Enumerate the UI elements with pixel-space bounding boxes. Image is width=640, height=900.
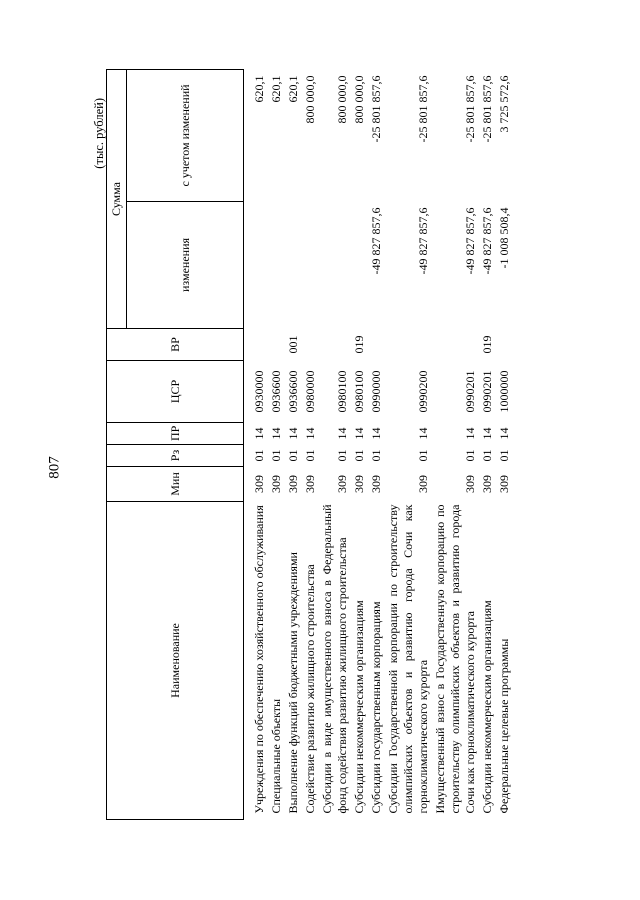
table-row: [302, 69, 319, 819]
row-min: 309: [269, 475, 283, 493]
row-rz: 01: [463, 449, 477, 462]
row-name: Федеральные целевые программы: [497, 638, 511, 814]
row-pr: 14: [303, 427, 317, 440]
row-change: -49 827 857,6: [369, 207, 383, 275]
row-pr: 14: [416, 427, 430, 440]
header-rz: Рз: [107, 445, 244, 467]
row-min: 309: [303, 475, 317, 493]
row-pr: 14: [269, 427, 283, 440]
row-total: 800 000,0: [352, 75, 366, 124]
row-name: Субсидии некоммерческим организациям: [352, 600, 366, 814]
row-min: 309: [286, 475, 300, 493]
row-vr: [244, 329, 269, 361]
row-vr: [385, 329, 432, 361]
budget-table: [106, 69, 513, 820]
row-csr: 1000000: [497, 370, 511, 413]
row-vr: [432, 329, 479, 361]
table-row: [268, 69, 285, 819]
row-csr: 0980000: [303, 370, 317, 413]
header-with-changes: с учетом изменений: [127, 69, 244, 201]
row-total: 620,1: [269, 75, 283, 103]
table-row: [285, 69, 302, 819]
row-vr: [268, 329, 285, 361]
header-min: Мин: [107, 467, 244, 502]
row-total: -25 801 857,6: [480, 75, 494, 143]
row-rz: 01: [480, 449, 494, 462]
row-vr: 019: [480, 335, 494, 354]
row-min: 309: [463, 475, 477, 493]
row-rz: 01: [369, 449, 383, 462]
row-change: [351, 202, 368, 329]
row-name: Учреждения по обеспечению хозяйственного обслуживания: [252, 505, 266, 814]
row-rz: 01: [303, 449, 317, 462]
row-rz: 01: [352, 449, 366, 462]
row-change: -49 827 857,6: [463, 207, 477, 275]
row-min: 309: [252, 475, 266, 493]
row-min: 309: [335, 475, 349, 493]
row-rz: 01: [335, 449, 349, 462]
row-vr: [302, 329, 319, 361]
row-total: -25 801 857,6: [369, 75, 383, 143]
row-name: Имущественный взнос в Государственную корпорацию по строительству олимпийских объектов и развитию города Сочи как горноклиматического курорта: [433, 504, 477, 814]
row-name: Субсидии в виде имущественного взноса в Федеральный фонд содействия развитию жилищного строительства: [320, 504, 349, 814]
header-name: Наименование: [107, 502, 244, 820]
row-rz: 01: [416, 449, 430, 462]
table-row: [368, 69, 385, 819]
header-pr: ПР: [107, 423, 244, 445]
row-vr: 001: [286, 335, 300, 354]
table-row: [319, 69, 351, 819]
row-rz: 01: [497, 449, 511, 462]
units-note: (тыс. рублей): [92, 98, 106, 169]
row-name: Специальные объекты: [269, 698, 283, 814]
table-row: [496, 69, 513, 819]
row-name: Выполнение функций бюджетными учреждениями: [286, 552, 300, 814]
row-total: 800 000,0: [303, 75, 317, 124]
row-min: 309: [369, 475, 383, 493]
row-pr: 14: [480, 427, 494, 440]
row-change: [285, 202, 302, 329]
budget-table-page: [90, 70, 630, 820]
row-change: -49 827 857,6: [416, 207, 430, 275]
row-csr: 0990000: [369, 370, 383, 413]
row-total: 3 725 572,6: [497, 75, 511, 133]
row-change: [319, 202, 351, 329]
header-changes: изменения: [127, 202, 244, 329]
row-min: 309: [352, 475, 366, 493]
row-name: Субсидии государственным корпорациям: [369, 601, 383, 814]
page-number: 807: [46, 456, 63, 479]
row-csr: 0990200: [416, 370, 430, 413]
row-csr: 0936600: [286, 370, 300, 413]
row-rz: 01: [252, 449, 266, 462]
table-row: [479, 69, 496, 819]
row-name: Содействие развитию жилищного строительства: [303, 564, 317, 814]
row-min: 309: [497, 475, 511, 493]
header-row-1: [107, 69, 127, 819]
row-total: 620,1: [252, 75, 266, 103]
row-vr: [319, 329, 351, 361]
row-csr: 0990201: [480, 370, 494, 413]
row-change: [268, 202, 285, 329]
table-row: [432, 69, 479, 819]
row-total: -25 801 857,6: [416, 75, 430, 143]
row-change: [302, 202, 319, 329]
row-csr: 0980100: [352, 370, 366, 413]
row-vr: [368, 329, 385, 361]
row-rz: 01: [286, 449, 300, 462]
table-row: [385, 69, 432, 819]
header-sum: Сумма: [107, 69, 127, 328]
table-row: [351, 69, 368, 819]
row-pr: 14: [252, 427, 266, 440]
row-pr: 14: [352, 427, 366, 440]
row-rz: 01: [269, 449, 283, 462]
header-csr: ЦСР: [107, 361, 244, 423]
row-csr: 0980100: [335, 370, 349, 413]
row-change: [244, 202, 269, 329]
row-total: 620,1: [286, 75, 300, 103]
row-vr: [496, 329, 513, 361]
row-vr: 019: [352, 335, 366, 354]
row-pr: 14: [335, 427, 349, 440]
row-csr: 0930000: [252, 370, 266, 413]
row-pr: 14: [497, 427, 511, 440]
row-min: 309: [416, 475, 430, 493]
row-name: Субсидии некоммерческим организациям: [480, 600, 494, 814]
row-pr: 14: [369, 427, 383, 440]
row-csr: 0990201: [463, 370, 477, 413]
table-row: [244, 69, 269, 819]
row-pr: 14: [463, 427, 477, 440]
row-total: -25 801 857,6: [463, 75, 477, 143]
header-vr: ВР: [107, 329, 244, 361]
row-pr: 14: [286, 427, 300, 440]
row-total: 800 000,0: [335, 75, 349, 124]
row-change: -1 008 508,4: [497, 207, 511, 269]
row-name: Субсидии Государственной корпорации по строительству олимпийских объектов и развитию города Сочи как горноклиматического курорта: [386, 504, 430, 814]
row-change: -49 827 857,6: [480, 207, 494, 275]
row-min: 309: [480, 475, 494, 493]
row-csr: 0936600: [269, 370, 283, 413]
